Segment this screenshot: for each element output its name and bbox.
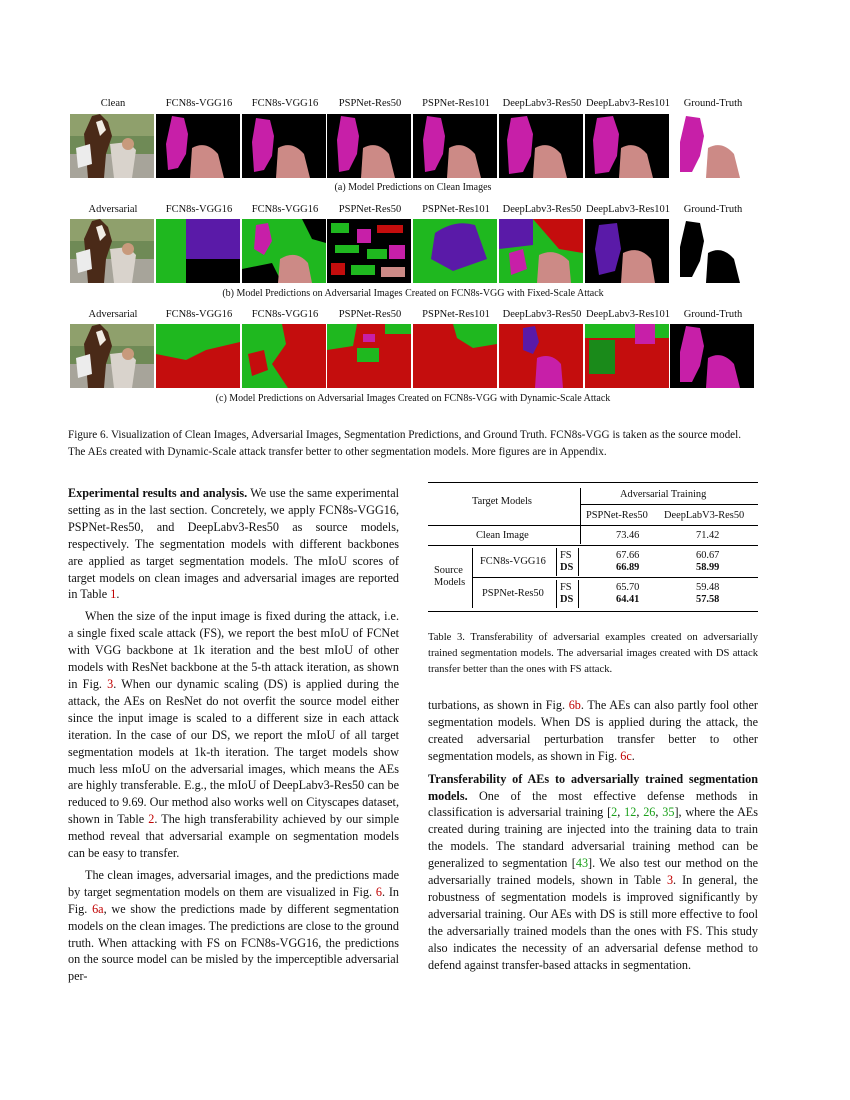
table-cell: 73.46 — [616, 530, 640, 541]
table-vrule — [556, 548, 557, 576]
table-rule — [580, 504, 758, 505]
text: . — [631, 748, 635, 763]
paragraph-heading: Experimental results and analysis. — [68, 486, 248, 500]
paragraph — [428, 771, 758, 974]
prediction-tile — [156, 219, 240, 283]
text: , — [655, 805, 663, 820]
text: , — [636, 805, 644, 820]
row-b-headers — [70, 203, 756, 217]
prediction-tile — [585, 219, 669, 283]
row-a-images — [70, 114, 756, 178]
left-column — [68, 485, 399, 985]
text: . — [116, 587, 120, 602]
prediction-tile — [413, 324, 497, 388]
ground-truth-tile — [670, 219, 754, 283]
paragraph — [68, 608, 399, 862]
row-a-header: Clean — [100, 98, 126, 109]
row-c-header: DeepLabv3-Res50 — [502, 309, 582, 320]
text: ]. We also test our method on the adversarially trained models, shown in Table — [428, 856, 758, 888]
row-b-header: FCN8s-VGG16 — [251, 204, 319, 215]
prediction-tile — [156, 324, 240, 388]
table-cell: 59.48 — [696, 582, 720, 593]
prediction-tile — [413, 114, 497, 178]
table-row-label: DS — [560, 562, 574, 573]
table-vrule — [580, 528, 581, 544]
table-vrule — [472, 548, 473, 608]
ground-truth-tile — [670, 324, 754, 388]
figure-ref-link[interactable]: 6a — [92, 901, 104, 916]
paragraph — [68, 485, 399, 603]
table-rule — [428, 525, 758, 526]
prediction-tile — [156, 114, 240, 178]
table-vrule — [578, 548, 579, 576]
table-cell: 60.67 — [696, 550, 720, 561]
prediction-tile — [327, 219, 411, 283]
ground-truth-tile — [670, 114, 754, 178]
row-c-header: Adversarial — [88, 309, 138, 320]
table-cell: 57.58 — [696, 594, 720, 605]
table-bottom-rule — [428, 611, 758, 612]
prediction-tile — [413, 219, 497, 283]
row-b-header: Ground-Truth — [683, 204, 743, 215]
table-col-header: DeepLabV3-Res50 — [664, 510, 745, 521]
text: . The AEs can also partly fool other segmentation models. When DS is applied during the attack, the created adversarial perturbation transfer better to other segmentation models, as shown in Fig. — [428, 698, 758, 763]
row-c-header: DeepLabv3-Res101 — [586, 309, 670, 320]
text: , — [617, 805, 625, 820]
table-row-label: FCN8s-VGG16 — [480, 556, 546, 567]
table-row-label: Source — [434, 565, 463, 576]
table-vrule — [578, 580, 579, 608]
citation-link[interactable]: 2 — [611, 805, 618, 820]
text: . In Fig. — [68, 884, 400, 916]
table-ref-link[interactable]: 2 — [148, 812, 155, 827]
table-col-header: PSPNet-Res50 — [586, 510, 648, 521]
table-cell: 64.41 — [616, 594, 640, 605]
figure-ref-link[interactable]: 6 — [375, 884, 382, 899]
prediction-tile — [327, 114, 411, 178]
figure-ref-link[interactable]: 3 — [107, 676, 114, 691]
paragraph-heading: Transferability of AEs to adversarially trained segmentation models. — [428, 771, 758, 803]
table-header: Target Models — [472, 496, 532, 507]
row-b-header: Adversarial — [88, 204, 138, 215]
row-b-header: FCN8s-VGG16 — [165, 204, 233, 215]
row-c-header: Ground-Truth — [683, 309, 743, 320]
table-row-label: FS — [560, 550, 572, 561]
clean-photo-image — [70, 114, 154, 178]
table-cell: 65.70 — [616, 582, 640, 593]
table-vrule — [556, 580, 557, 608]
row-b-images — [70, 219, 756, 283]
prediction-tile — [499, 114, 583, 178]
prediction-tile — [327, 324, 411, 388]
table-3 — [428, 482, 758, 614]
prediction-tile — [242, 324, 326, 388]
adversarial-photo-image — [70, 324, 154, 388]
table-row-label: PSPNet-Res50 — [482, 588, 544, 599]
text: , we show the predictions made by different segmentation models on the clean images. The predictions are close to the ground truth. When attacking with FS on FCN8s-VGG16, the predictions on the source model can be misled by the imperceptible adversarial per- — [68, 901, 399, 984]
table-cell: 67.66 — [616, 550, 640, 561]
citation-link[interactable]: 43 — [575, 856, 589, 871]
row-a-header: DeepLabv3-Res50 — [502, 98, 582, 109]
table-cell: 66.89 — [616, 562, 640, 573]
text: The clean images, adversarial images, and the predictions made by target segmentation models on them are visualized in Fig. — [68, 867, 399, 899]
row-a-header: Ground-Truth — [683, 98, 743, 109]
text: One of the most effective defense methods in classification is adversarial training [ — [428, 788, 758, 820]
text: turbations, as shown in Fig. — [428, 698, 569, 712]
table-cell: 71.42 — [696, 530, 720, 541]
row-a-caption: (a) Model Predictions on Clean Images — [334, 182, 492, 193]
text: . The high transferability achieved by our simple method reveal that adversarial example on segmentation models can be easy to transfer. — [68, 812, 399, 861]
citation-link[interactable]: 26 — [643, 805, 656, 820]
prediction-tile — [242, 219, 326, 283]
adversarial-photo-image — [70, 219, 154, 283]
row-c-images — [70, 324, 756, 388]
text: We use the same experimental setting as in the last section. Concretely, we apply FCN8s-VGG16, PSPNet-Res50, and DeepLabv3-Res50 as source models, respectively. The segmentation models with different backbones are applied as target segmentation models. The mIoU scores of target models on clean images and adversarial images are reported in Table — [68, 486, 399, 602]
prediction-tile — [499, 219, 583, 283]
paragraph — [428, 697, 758, 765]
table-ref-link[interactable]: 1 — [110, 587, 117, 602]
row-c-headers — [70, 308, 756, 322]
row-c-header: PSPNet-Res50 — [338, 309, 402, 320]
row-a-header: PSPNet-Res50 — [338, 98, 402, 109]
text: . When our dynamic scaling (DS) is applied during the attack, the AEs on ResNet do not overfit the source model either since the input image is scaled to a different size in each attack iteration. In the case of our DS, we report the mIoU of all target segmentation models at 1k-th iteration. The target models show much less mIoU on the adversarial images, which means the AEs are highly transferable. E.g., the mIoU of DeepLabv3-Res50 can be reduced to 9.69. Our method also works well on Cityscapes dataset, shown in Table — [68, 676, 399, 827]
row-a-header: DeepLabv3-Res101 — [586, 98, 670, 109]
row-a-headers — [70, 97, 756, 111]
paragraph — [68, 867, 399, 985]
table-vrule — [580, 488, 581, 530]
figure-ref-link[interactable]: 6c — [620, 748, 632, 763]
prediction-tile — [585, 114, 669, 178]
table-rule — [472, 577, 758, 578]
table-row-label: DS — [560, 594, 574, 605]
table-caption: Table 3. Transferability of adversarial examples created on adversarially trained segmentation models. The adversarial images created with DS attack transfer better than the ones with FS attack. — [428, 632, 758, 675]
citation-link[interactable]: 12 — [624, 805, 637, 820]
table-row-label: FS — [560, 582, 572, 593]
table-rule — [428, 545, 758, 546]
row-b-header: DeepLabv3-Res101 — [586, 204, 670, 215]
row-c-caption: (c) Model Predictions on Adversarial Images Created on FCN8s-VGG with Dynamic-Scale Attack — [215, 393, 611, 404]
row-a-header: FCN8s-VGG16 — [251, 98, 319, 109]
row-b-header: DeepLabv3-Res50 — [502, 204, 582, 215]
prediction-tile — [585, 324, 669, 388]
row-b-caption: (b) Model Predictions on Adversarial Images Created on FCN8s-VGG with Fixed-Scale Attack — [222, 288, 604, 299]
figure-caption: Figure 6. Visualization of Clean Images, Adversarial Images, Segmentation Predictions, and Ground Truth. FCN8s-VGG is taken as the source model. The AEs created with Dynamic-Scale attack transfer better to other segmentation models. More figures are in Appendix. — [68, 429, 742, 458]
table-cell: 58.99 — [696, 562, 720, 573]
text: When the size of the input image is fixed during the attack, i.e. a single fixed scale attack (FS), we report the best mIoU of FCNet with VGG backbone at 1k iteration and the best mIoU of other models with ResNet backbone at the 5-th attack iteration, as shown in Fig. — [68, 609, 399, 691]
text: ], where the AEs created during training are injected into the training data to train the models. The standard adversarial training method can be generalized to segmentation [ — [428, 805, 758, 871]
right-column — [428, 697, 758, 974]
row-b-header: PSPNet-Res50 — [338, 204, 402, 215]
row-c-header: FCN8s-VGG16 — [165, 309, 233, 320]
citation-link[interactable]: 35 — [662, 805, 675, 820]
table-row-label: Clean Image — [476, 530, 529, 541]
table-header: Adversarial Training — [620, 489, 707, 500]
table-ref-link[interactable]: 3 — [666, 873, 674, 888]
text: . In general, the robustness of segmentation models is improved significantly by adversarial training. Our AEs with DS is still more effective to fool the adversarially trained models than the ones with FS. This study also indicates the necessity of an adversarial defense method to defend against transfer-based attacks in segmentation. — [428, 873, 758, 972]
table-top-rule — [428, 482, 758, 483]
row-c-header: FCN8s-VGG16 — [251, 309, 319, 320]
row-c-header: PSPNet-Res101 — [422, 309, 490, 320]
table-row-label: Models — [434, 577, 466, 588]
row-a-header: FCN8s-VGG16 — [165, 98, 233, 109]
row-a-header: PSPNet-Res101 — [422, 98, 490, 109]
row-b-header: PSPNet-Res101 — [422, 204, 490, 215]
prediction-tile — [242, 114, 326, 178]
figure-ref-link[interactable]: 6b — [568, 698, 581, 712]
prediction-tile — [499, 324, 583, 388]
